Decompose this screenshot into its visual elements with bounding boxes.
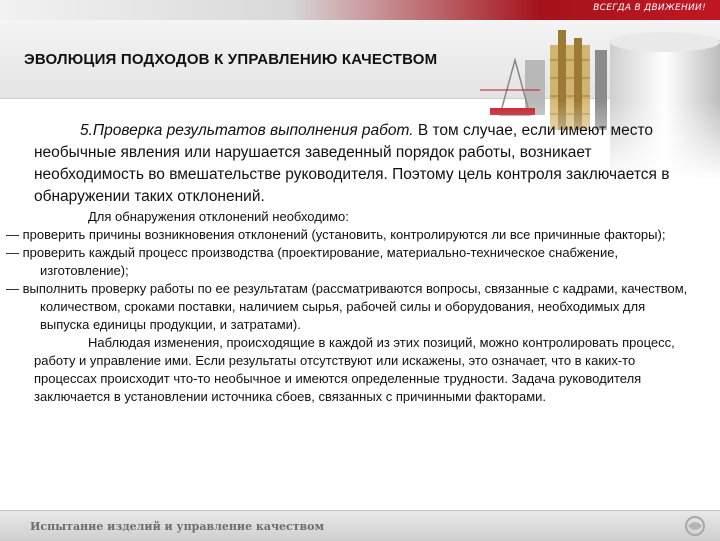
list-item: — проверить каждый процесс производства (проектирование, материально-техническое снабжение, изготовление); bbox=[6, 245, 619, 278]
content bbox=[0, 120, 700, 406]
footer-bar bbox=[0, 510, 720, 541]
point-label: 5.Проверка результатов выполнения работ. bbox=[80, 122, 414, 139]
company-logo-icon bbox=[682, 515, 708, 537]
list-item: — выполнить проверку работы по ее результатам (рассматриваются вопросы, связанные с кадрами, качеством, количеством, сроками поставки, наличием сырья, рабочей силы и оборудования, необходимых для выпуска единицы продукции, и затратами). bbox=[6, 281, 688, 332]
footer-text: Испытание изделий и управление качеством bbox=[30, 520, 325, 533]
list-item: — проверить причины возникновения отклонений (установить, контролируются ли все причинные факторы); bbox=[6, 227, 666, 242]
top-red-band bbox=[0, 0, 720, 20]
lead-text: Для обнаружения отклонений необходимо: bbox=[88, 209, 349, 224]
slogan: ВСЕГДА В ДВИЖЕНИИ! bbox=[593, 3, 706, 13]
closing-paragraph: Наблюдая изменения, происходящие в каждой из этих позиций, можно контролировать процесс, работу и управление ими. Если результаты отсутствуют или искажены, это означает, что в каких-то процессах происходит что-то необычное и имеются определенные трудности. Задача руководителя заключается в установлении источника сбоев, связанных с причинными факторами. bbox=[34, 335, 675, 404]
main-paragraph bbox=[0, 120, 684, 208]
point-text: В том случае, если имеют место необычные явления или нарушается заведенный порядок работы, возникает необходимость во вмешательстве руководителя. Поэтому цель контроля заключается в обнаружении таких отклонений. bbox=[34, 122, 670, 205]
page-title: ЭВОЛЮЦИЯ ПОДХОДОВ К УПРАВЛЕНИЮ КАЧЕСТВОМ bbox=[24, 51, 438, 68]
